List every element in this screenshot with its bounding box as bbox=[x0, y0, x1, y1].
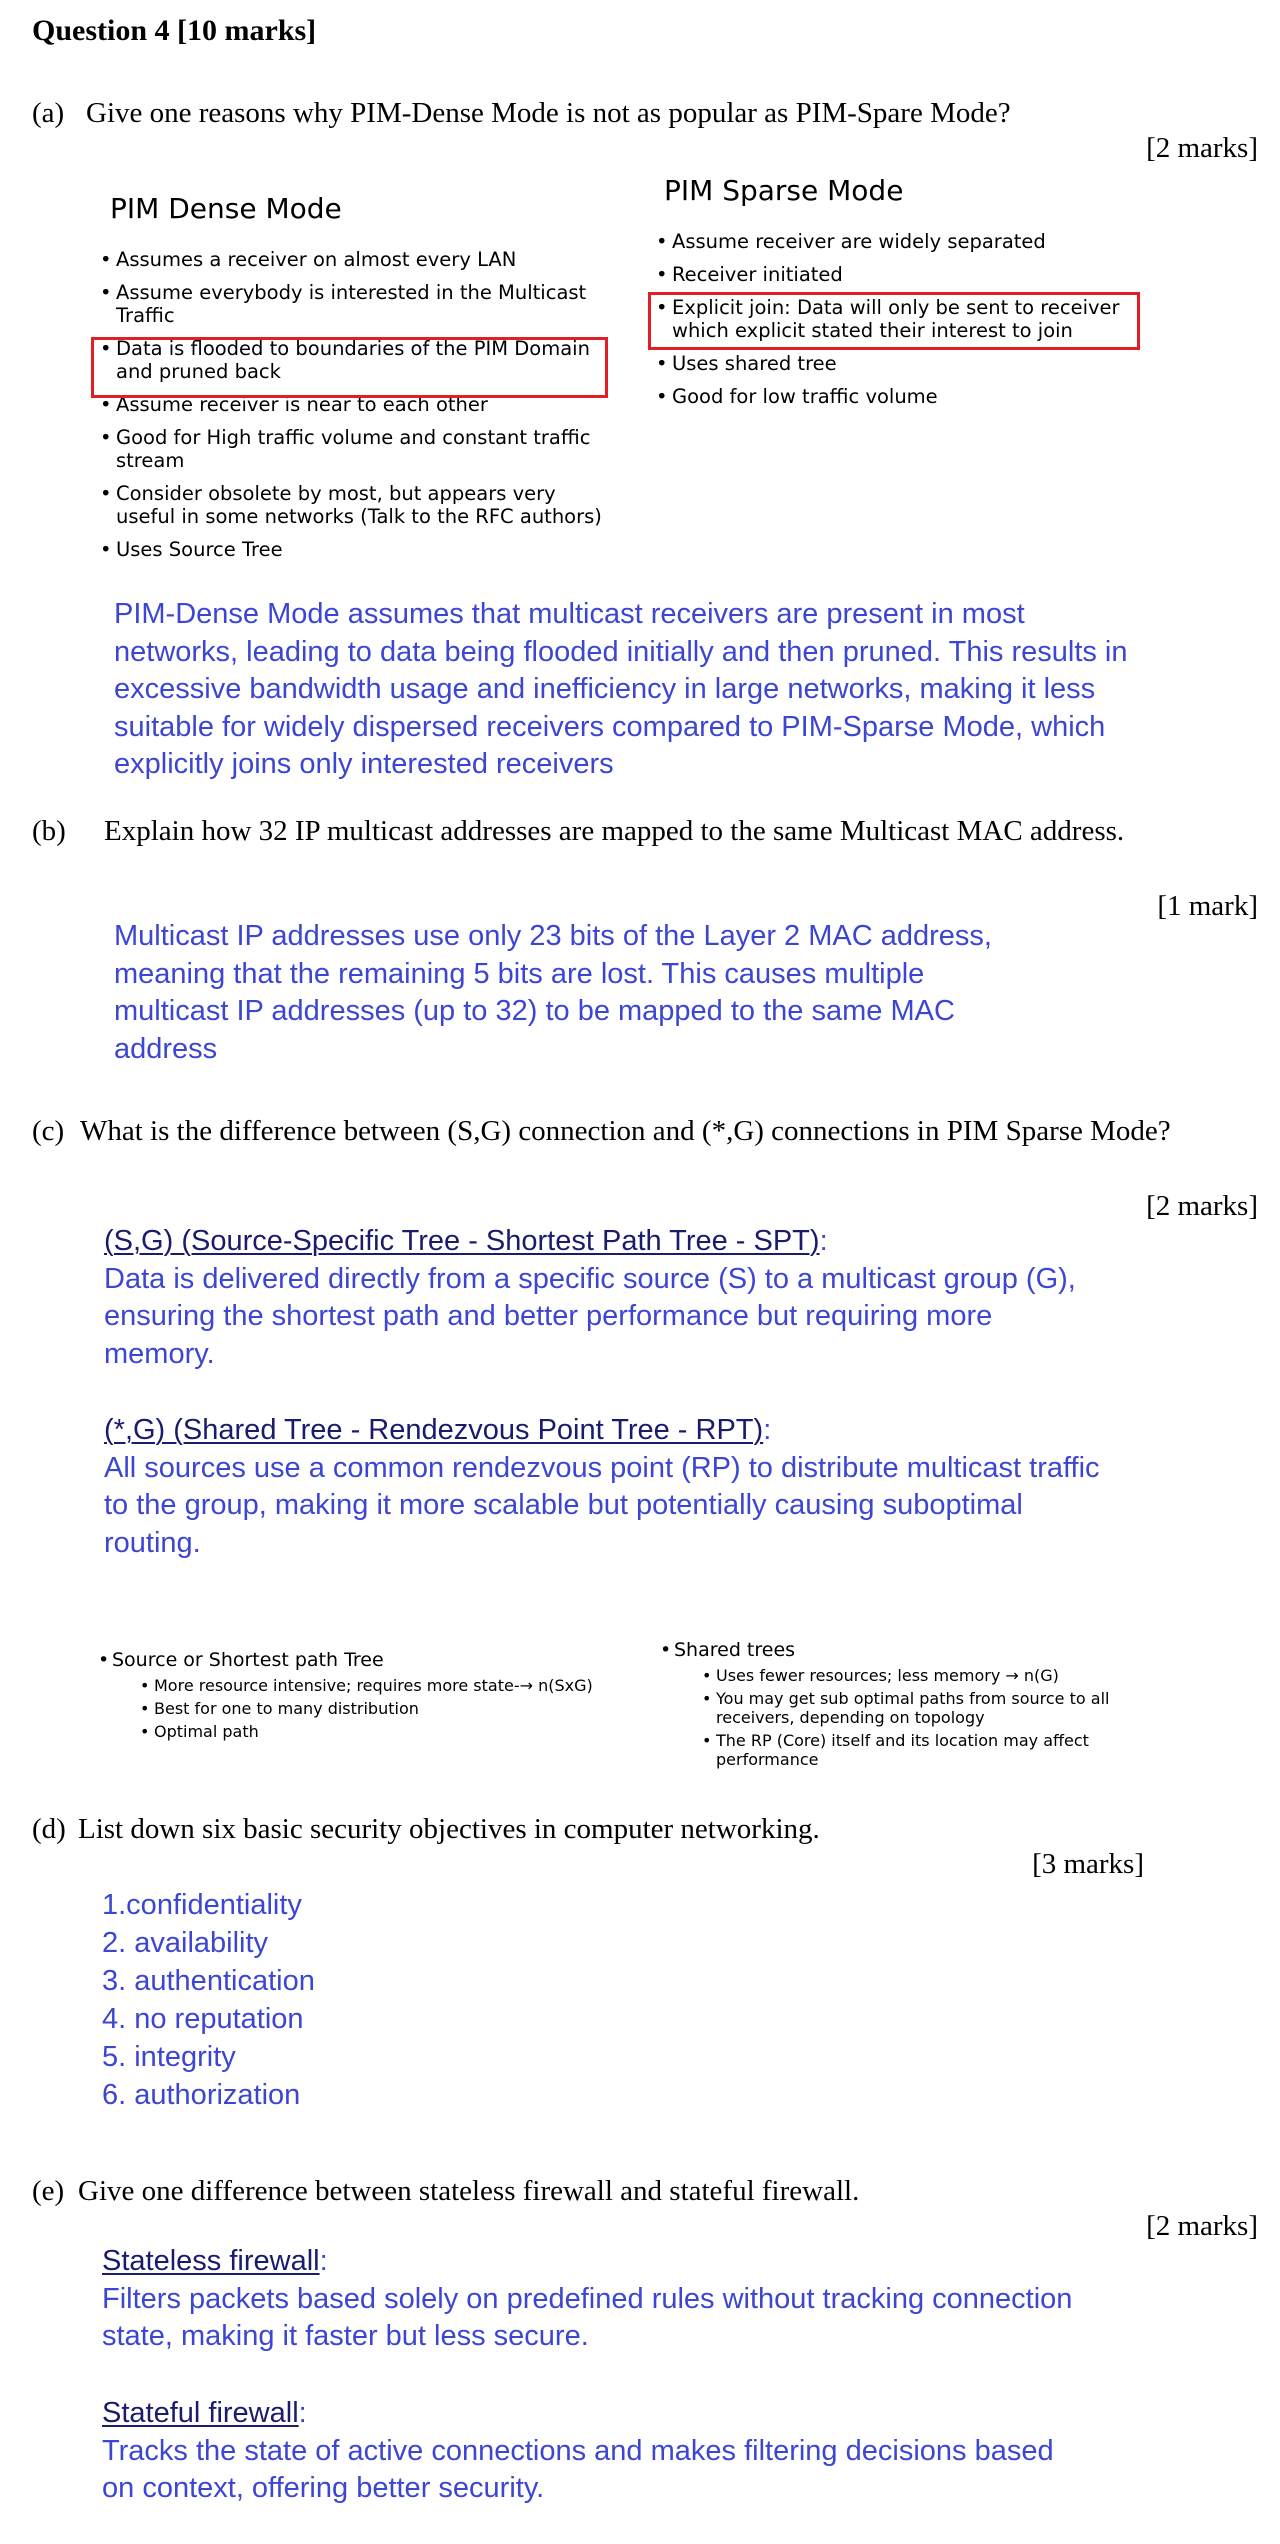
part-c-label: (c) bbox=[32, 1115, 65, 1147]
bullet-icon: • bbox=[100, 538, 112, 561]
security-objective: 2. availability bbox=[102, 1927, 269, 1959]
dense-mode-heading: PIM Dense Mode bbox=[110, 192, 342, 225]
sparse-mode-heading: PIM Sparse Mode bbox=[664, 174, 904, 207]
part-b-answer: Multicast IP addresses use only 23 bits of the Layer 2 MAC address, meaning that the remaining 5 bits are lost. This causes multiple multicast IP addresses (up to 32) to be mapped to the same MAC address bbox=[114, 920, 992, 1065]
security-objective: 3. authentication bbox=[102, 1965, 315, 1997]
shared-tree-list bbox=[658, 1638, 1158, 1773]
bullet-icon: • bbox=[656, 352, 668, 375]
bullet-icon: • bbox=[140, 1699, 150, 1718]
bullet-icon: • bbox=[702, 1666, 712, 1685]
dense-mode-item: • Good for High traffic volume and constant traffic stream bbox=[100, 426, 591, 472]
bullet-icon: • bbox=[140, 1722, 150, 1741]
shared-tree-subitem: • The RP (Core) itself and its location may affect performance bbox=[702, 1731, 1089, 1769]
stateful-heading-line bbox=[102, 2395, 1082, 2433]
security-objectives-list bbox=[102, 1886, 315, 2114]
part-a-label: (a) bbox=[32, 97, 65, 129]
sg-answer bbox=[104, 1223, 1084, 1373]
dense-highlight-box bbox=[91, 337, 608, 398]
bullet-icon: • bbox=[100, 482, 112, 505]
sparse-highlight-box bbox=[648, 292, 1140, 350]
dense-mode-item: • Assume receiver is near to each other bbox=[100, 393, 488, 416]
stateless-colon: : bbox=[319, 2245, 328, 2277]
starg-text: All sources use a common rendezvous point (RP) to distribute multicast traffic to the group, making it more scalable but potentially causing suboptimal routing. bbox=[104, 1451, 1100, 1559]
shared-tree-subitem: • You may get sub optimal paths from source to all receivers, depending on topology bbox=[702, 1689, 1110, 1727]
dense-mode-item: • Assumes a receiver on almost every LAN bbox=[100, 248, 517, 271]
bullet-icon: • bbox=[656, 385, 668, 408]
source-tree-subitem: • Optimal path bbox=[140, 1722, 259, 1741]
source-tree-subitems bbox=[112, 1676, 636, 1741]
sg-text: Data is delivered directly from a specific source (S) to a multicast group (G), ensuring the shortest path and better performance but requiring more memory. bbox=[104, 1262, 1076, 1370]
stateful-colon: : bbox=[298, 2397, 307, 2429]
source-tree-subitem: • Best for one to many distribution bbox=[140, 1699, 419, 1718]
bullet-icon: • bbox=[100, 337, 112, 360]
dense-mode-item-highlighted: • Data is flooded to boundaries of the PIM Domain and pruned back bbox=[100, 337, 590, 383]
bullet-icon: • bbox=[656, 263, 668, 286]
security-objective: 6. authorization bbox=[102, 2079, 301, 2111]
sparse-mode-item-highlighted: • Explicit join: Data will only be sent to receiver which explicit stated their interest to join bbox=[656, 296, 1120, 342]
part-a-marks: [2 marks] bbox=[1146, 132, 1258, 164]
security-objective: 4. no reputation bbox=[102, 2003, 304, 2035]
bullet-icon: • bbox=[140, 1676, 150, 1695]
source-tree-list bbox=[96, 1648, 636, 1745]
dense-mode-item: • Uses Source Tree bbox=[100, 538, 283, 561]
part-c-question: What is the difference between (S,G) connection and (*,G) connections in PIM Sparse Mode? bbox=[80, 1115, 1171, 1147]
part-b-label: (b) bbox=[32, 815, 66, 847]
dense-mode-item: • Consider obsolete by most, but appears very useful in some networks (Talk to the RFC authors) bbox=[100, 482, 602, 528]
bullet-icon: • bbox=[660, 1639, 672, 1661]
source-tree-subitem: • More resource intensive; requires more state-→ n(SxG) bbox=[140, 1676, 593, 1695]
bullet-icon: • bbox=[656, 230, 668, 253]
bullet-icon: • bbox=[100, 426, 112, 449]
bullet-icon: • bbox=[98, 1649, 110, 1671]
stateful-heading: Stateful firewall bbox=[102, 2397, 299, 2429]
sg-colon: : bbox=[819, 1225, 828, 1257]
part-e-marks: [2 marks] bbox=[1146, 2210, 1258, 2242]
bullet-icon: • bbox=[702, 1731, 712, 1750]
bullet-icon: • bbox=[702, 1689, 712, 1708]
stateful-answer bbox=[102, 2395, 1082, 2508]
part-a-question: Give one reasons why PIM-Dense Mode is not as popular as PIM-Spare Mode? bbox=[86, 97, 1011, 129]
part-b-marks: [1 mark] bbox=[1157, 890, 1258, 922]
bullet-icon: • bbox=[100, 393, 112, 416]
dense-mode-item: • Assume everybody is interested in the Multicast Traffic bbox=[100, 281, 587, 327]
part-d-marks: [3 marks] bbox=[1032, 1848, 1144, 1880]
security-objective: 5. integrity bbox=[102, 2041, 236, 2073]
part-c-marks: [2 marks] bbox=[1146, 1190, 1258, 1222]
sparse-mode-item: • Assume receiver are widely separated bbox=[656, 230, 1046, 253]
security-objective: 1.confidentiality bbox=[102, 1889, 302, 1921]
part-b-question: Explain how 32 IP multicast addresses are mapped to the same Multicast MAC address. bbox=[104, 815, 1125, 847]
shared-tree-subitems bbox=[674, 1666, 1158, 1769]
part-a-answer: PIM-Dense Mode assumes that multicast receivers are present in most networks, leading to data being flooded initially and then pruned. This results in excessive bandwidth usage and inefficiency in large networks, making it less suitable for widely dispersed receivers compared to PIM-Sparse Mode, which explicitly joins only interested receivers bbox=[114, 598, 1128, 780]
stateless-answer bbox=[102, 2243, 1082, 2356]
sparse-mode-item: • Good for low traffic volume bbox=[656, 385, 938, 408]
bullet-icon: • bbox=[100, 281, 112, 304]
bullet-icon: • bbox=[100, 248, 112, 271]
stateful-text: Tracks the state of active connections and makes filtering decisions based on context, offering better security. bbox=[102, 2434, 1054, 2504]
part-e-label: (e) bbox=[32, 2175, 65, 2207]
stateless-heading: Stateless firewall bbox=[102, 2245, 320, 2277]
source-tree-item: • Source or Shortest path Tree • More resource intensive; requires more state-→ n(SxG) • Best for one to many distribution • Optimal path bbox=[96, 1648, 636, 1741]
starg-answer bbox=[104, 1412, 1104, 1562]
starg-heading: (*,G) (Shared Tree - Rendezvous Point Tree - RPT) bbox=[104, 1414, 764, 1446]
part-e-question: Give one difference between stateless firewall and stateful firewall. bbox=[78, 2175, 860, 2207]
part-d-label: (d) bbox=[32, 1813, 66, 1845]
starg-colon: : bbox=[763, 1414, 772, 1446]
bullet-icon: • bbox=[656, 296, 668, 319]
starg-heading-line bbox=[104, 1412, 1104, 1450]
sparse-mode-item: • Receiver initiated bbox=[656, 263, 843, 286]
stateless-heading-line bbox=[102, 2243, 1082, 2281]
part-d-question: List down six basic security objectives in computer networking. bbox=[78, 1813, 820, 1845]
sg-heading: (S,G) (Source-Specific Tree - Shortest Path Tree - SPT) bbox=[104, 1225, 820, 1257]
shared-tree-subitem: • Uses fewer resources; less memory → n(G) bbox=[702, 1666, 1059, 1685]
dense-mode-list bbox=[98, 248, 618, 571]
question-title: Question 4 [10 marks] bbox=[32, 14, 317, 47]
stateless-text: Filters packets based solely on predefined rules without tracking connection state, making it faster but less secure. bbox=[102, 2282, 1073, 2352]
sg-heading-line bbox=[104, 1223, 1084, 1261]
shared-tree-item: • Shared trees • Uses fewer resources; less memory → n(G) • You may get sub optimal paths from source to all receivers, depending on topology • The RP (Core) itself and its location may affect performance bbox=[658, 1638, 1158, 1769]
sparse-mode-item: • Uses shared tree bbox=[656, 352, 837, 375]
